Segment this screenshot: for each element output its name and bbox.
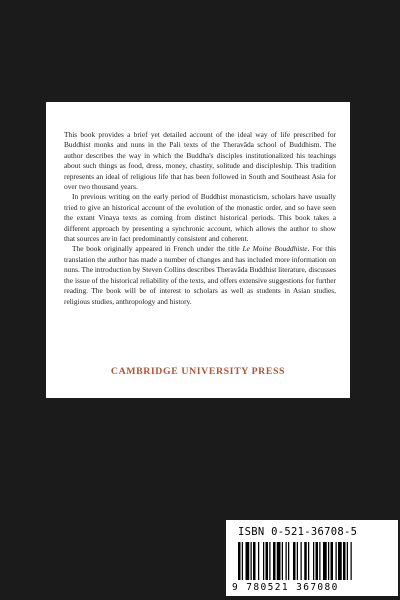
barcode-bar xyxy=(338,542,342,580)
paragraph-3-start: The book originally appeared in French under the title xyxy=(72,244,243,254)
barcode-bar xyxy=(253,542,256,580)
barcode-bar xyxy=(251,542,252,580)
publisher-name: CAMBRIDGE UNIVERSITY PRESS xyxy=(110,366,286,377)
barcode-bar xyxy=(282,542,283,580)
barcode-bar xyxy=(288,542,289,580)
barcode-bar xyxy=(238,542,241,580)
barcode-bar xyxy=(308,542,309,580)
barcode-bars-icon xyxy=(238,542,388,580)
barcode-bar xyxy=(263,542,264,580)
barcode-bar xyxy=(246,542,250,580)
isbn-number: ISBN 0-521-36708-5 xyxy=(238,526,358,538)
barcode-bar xyxy=(343,542,346,580)
barcode-bar xyxy=(273,542,276,580)
barcode-bar xyxy=(258,542,259,580)
barcode-label xyxy=(226,520,398,596)
barcode-bar xyxy=(286,542,287,580)
barcode-bar xyxy=(293,542,296,580)
original-title: Le Moine Bouddhiste xyxy=(242,244,308,254)
barcode-bar xyxy=(336,542,337,580)
barcode-bar xyxy=(323,542,327,580)
ean-number: 9 780521 367080 xyxy=(232,582,339,593)
barcode-bar xyxy=(313,542,314,580)
book-description xyxy=(64,102,336,307)
barcode-bar xyxy=(331,542,334,580)
barcode-bar xyxy=(316,542,319,580)
barcode-bar xyxy=(347,542,348,580)
barcode-bar xyxy=(319,542,320,580)
barcode-bar xyxy=(301,542,302,580)
paragraph-3-end: . For this translation the author has made a number of changes and has included more information on nuns. The introduction by Steven Collins describes Theravāda Buddhist literature, discusses the issue of the historical reliability of the texts, and offers extensive suggestions for further reading. The book will be of interest to scholars as well as students in Asian studies, religious studies, anthropology and history. xyxy=(64,244,336,306)
description-panel xyxy=(46,102,350,398)
barcode-bar xyxy=(269,542,270,580)
description-paragraph-2: In previous writing on the early period of Buddhist monasticism, scholars have usually tried to give an historical account of the evolution of the monastic order, and so have seen the extant Vinaya texts as coming from distinct historical periods. This book takes a different approach by presenting a synchronic account, which allows the author to show that sources are in fact predominantly consistent and coherent. xyxy=(64,192,336,244)
barcode-bar xyxy=(304,542,307,580)
description-paragraph-3 xyxy=(64,244,336,306)
description-paragraph-1: This book provides a brief yet detailed account of the ideal way of life prescribed for Buddhist monks and nuns in the Pali texts of the Theravāda school of Buddhism. The author describes the way in which the Buddha's disciples institutionalized his teachings about such things as food, dress, money, chastity, solitude and discipleship. This tradition represents an ideal of religious life that has been followed in South and Southeast Asia for over two thousand years. xyxy=(64,130,336,192)
barcode-bar xyxy=(297,542,298,580)
barcode-bar xyxy=(351,542,352,580)
barcode-bar xyxy=(277,542,281,580)
barcode-bar xyxy=(266,542,269,580)
barcode-bar xyxy=(242,542,243,580)
barcode-bar xyxy=(328,542,329,580)
